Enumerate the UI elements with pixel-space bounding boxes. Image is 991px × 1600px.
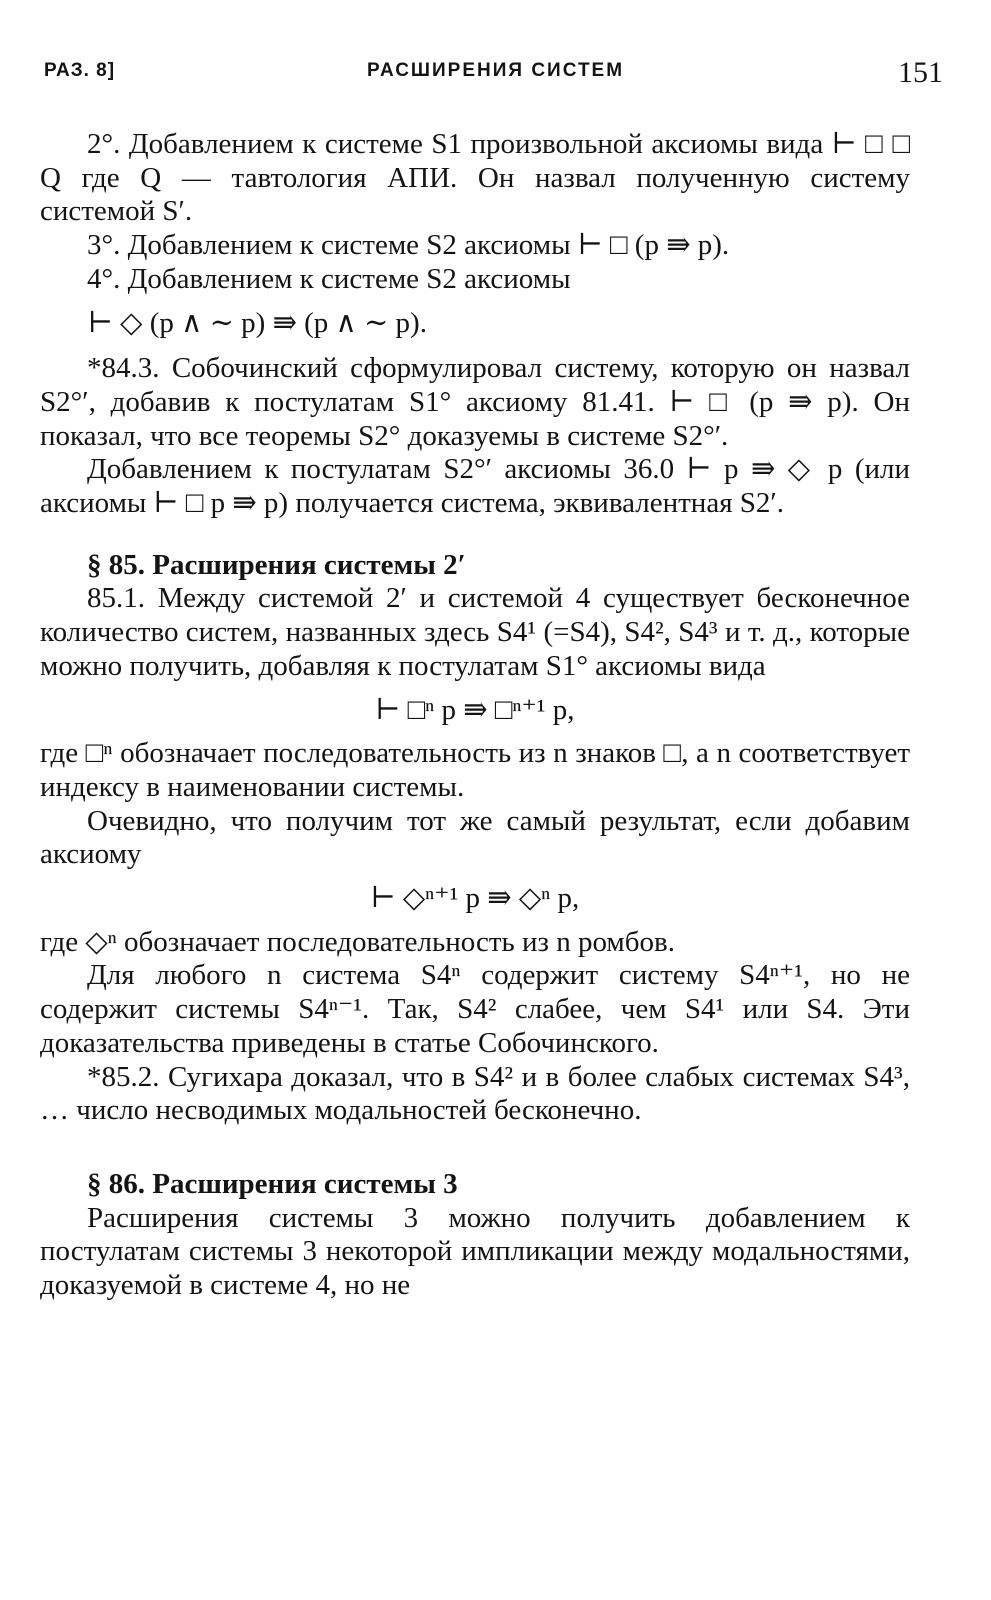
paragraph-86-intro: Расширения системы 3 можно получить добавлением к постулатам системы 3 некоторой импликации между модальностями, доказуемой в системе 4, но не (40, 1201, 910, 1302)
section-heading-85: § 85. Расширения системы 2′ (87, 548, 466, 581)
paragraph-item-3: 3°. Добавлением к системе S2 аксиомы ⊢ □ (p ⇛ p). (87, 229, 730, 262)
page-number: 151 (898, 56, 943, 89)
running-header (0, 56, 991, 90)
section-heading-86: § 86. Расширения системы 3 (87, 1167, 458, 1200)
paragraph-84-3: *84.3. Собочинский сформулировал систему, которую он назвал S2°′, добавив к постулатам S1° аксиому 81.41. ⊢ □ (p ⇛ p). Он показал, что все теоремы S2° доказуемы в системе S2°′. (40, 352, 910, 452)
paragraph-s2-equivalent: Добавлением к постулатам S2°′ аксиомы 36.0 ⊢ p ⇛ ◇ p (или аксиомы ⊢ □ p ⇛ p) получается система, эквивалентная S2′. (40, 453, 910, 520)
page-body (40, 128, 910, 1303)
paragraph-alternative-axiom: Очевидно, что получим тот же самый результат, если добавим аксиому (40, 804, 910, 871)
paragraph-diamond-n-definition: где ◇ⁿ обозначает последовательность из n ромбов. (40, 925, 675, 958)
paragraph-85-1: 85.1. Между системой 2′ и системой 4 существует бесконечное количество систем, названных здесь S4¹ (=S4), S4², S4³ и т. д., которые можно получить, добавляя к постулатам S1° аксиомы вида (40, 582, 910, 682)
paragraph-item-2: 2°. Добавлением к системе S1 произвольной аксиомы вида ⊢ □ □ Q где Q — тавтология АПИ. Он назвал полученную систему системой S′. (40, 128, 910, 228)
running-title: РАСШИРЕНИЯ СИСТЕМ (366, 60, 625, 81)
paragraph-s4n-containment: Для любого n система S4ⁿ содержит систему S4ⁿ⁺¹, но не содержит системы S4ⁿ⁻¹. Так, S4² слабее, чем S4¹ или S4. Эти доказательства приведены в статье Собочинского. (40, 959, 910, 1059)
paragraph-item-4: 4°. Добавлением к системе S2 аксиомы (87, 262, 571, 295)
paragraph-box-n-definition: где □ⁿ обозначает последовательность из n знаков □, а n соответствует индексу в наименовании системы. (40, 737, 910, 803)
formula-diamond-n-axiom: ⊢ ◇ⁿ⁺¹ p ⇛ ◇ⁿ p, (370, 882, 580, 915)
chapter-reference: РАЗ. 8] (44, 60, 116, 81)
paragraph-85-2: *85.2. Сугихара доказал, что в S4² и в более слабых системах S4³, … число несводимых модальностей бесконечно. (40, 1060, 910, 1127)
formula-diamond-axiom: ⊢ ◇ (p ∧ ∼ p) ⇛ (p ∧ ∼ p). (88, 306, 427, 339)
formula-box-n-axiom: ⊢ □ⁿ p ⇛ □ⁿ⁺¹ p, (375, 693, 575, 726)
